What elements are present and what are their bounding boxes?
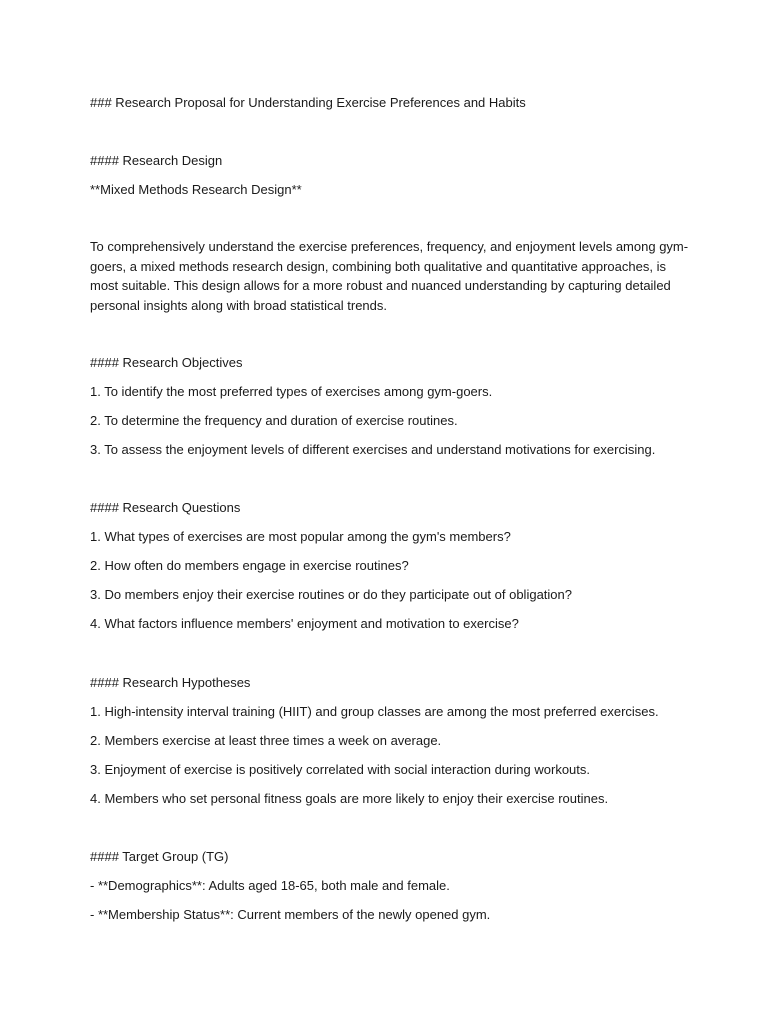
research-design-heading: #### Research Design bbox=[90, 153, 223, 168]
research-design-paragraph: To comprehensively understand the exercise preferences, frequency, and enjoyment levels among gym-goers, a mixed methods research design, combining both qualitative and quantitative approaches, is most suitable. This design allows for a more robust and nuanced understanding by capturing detailed personal insights along with broad statistical trends. bbox=[90, 239, 689, 313]
objective-item: 2. To determine the frequency and duration of exercise routines. bbox=[90, 413, 458, 428]
hypothesis-item: 4. Members who set personal fitness goals are more likely to enjoy their exercise routines. bbox=[90, 791, 609, 806]
objectives-heading: #### Research Objectives bbox=[90, 355, 243, 370]
question-item: 2. How often do members engage in exercise routines? bbox=[90, 558, 409, 573]
research-design-subheading: **Mixed Methods Research Design** bbox=[90, 182, 302, 197]
hypotheses-heading: #### Research Hypotheses bbox=[90, 675, 251, 690]
target-group-item: - **Membership Status**: Current members of the newly opened gym. bbox=[90, 907, 491, 922]
objective-item: 1. To identify the most preferred types of exercises among gym-goers. bbox=[90, 384, 493, 399]
hypothesis-item: 1. High-intensity interval training (HIIT) and group classes are among the most preferred exercises. bbox=[90, 704, 659, 719]
document-title: ### Research Proposal for Understanding Exercise Preferences and Habits bbox=[90, 95, 526, 110]
hypothesis-item: 3. Enjoyment of exercise is positively correlated with social interaction during workouts. bbox=[90, 762, 591, 777]
question-item: 4. What factors influence members' enjoyment and motivation to exercise? bbox=[90, 616, 519, 631]
target-group-item: - **Demographics**: Adults aged 18-65, both male and female. bbox=[90, 878, 450, 893]
objective-item: 3. To assess the enjoyment levels of different exercises and understand motivations for exercising. bbox=[90, 442, 656, 457]
question-item: 3. Do members enjoy their exercise routines or do they participate out of obligation? bbox=[90, 587, 572, 602]
hypothesis-item: 2. Members exercise at least three times a week on average. bbox=[90, 733, 442, 748]
question-item: 1. What types of exercises are most popular among the gym's members? bbox=[90, 529, 511, 544]
questions-heading: #### Research Questions bbox=[90, 500, 241, 515]
target-group-heading: #### Target Group (TG) bbox=[90, 849, 229, 864]
